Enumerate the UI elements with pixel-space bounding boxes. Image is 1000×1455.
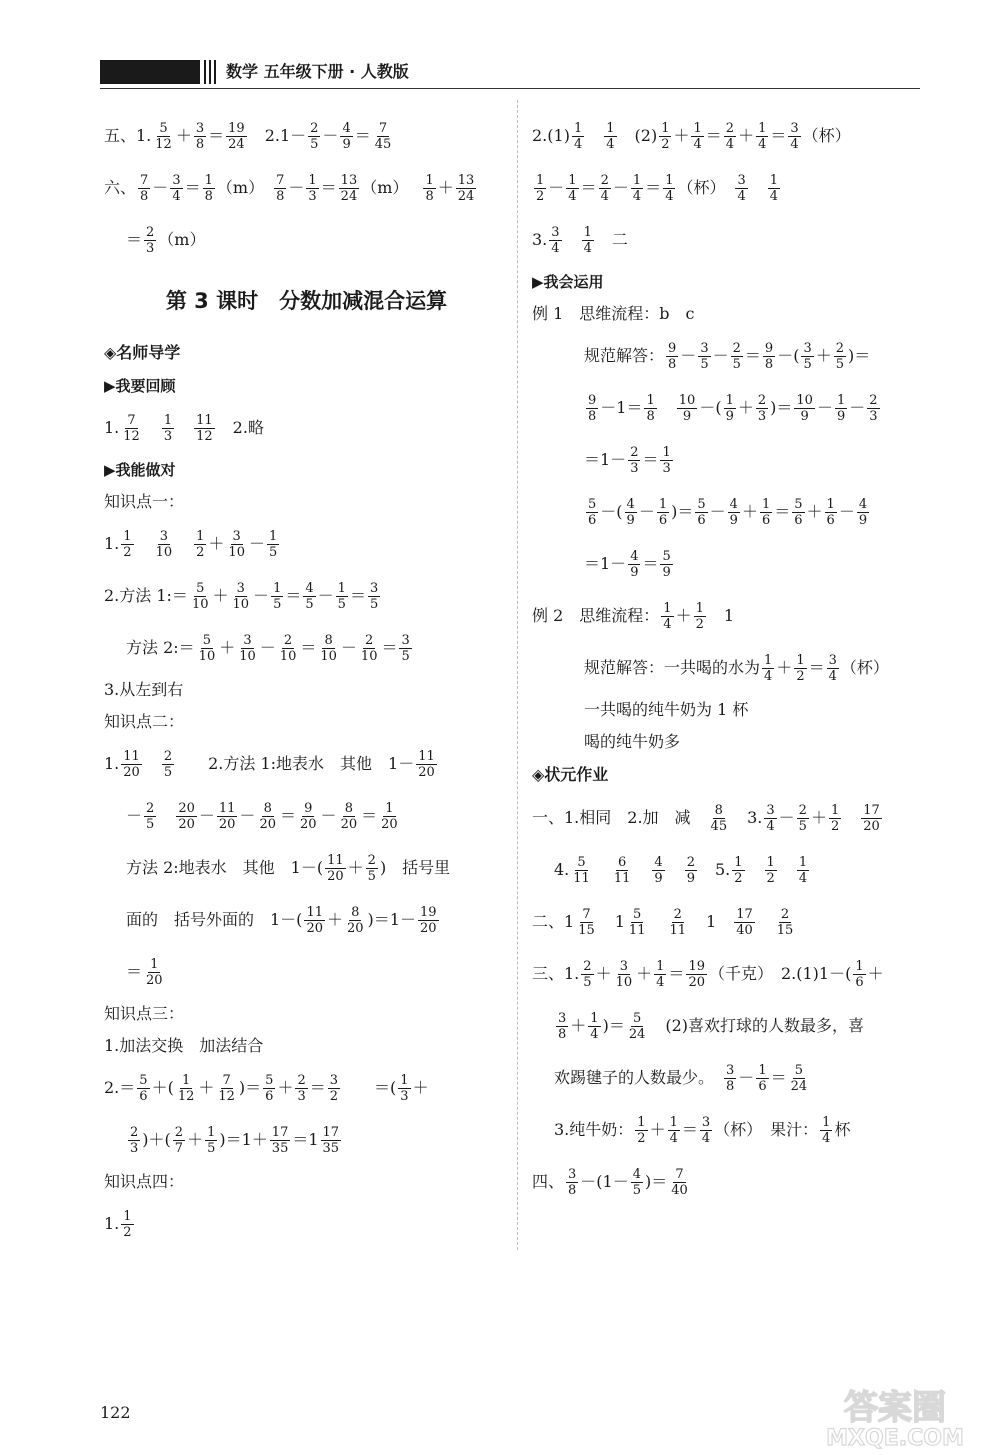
fraction: $\frac{1}{4}$ — [568, 173, 577, 204]
fraction: $\frac{3}{4}$ — [737, 173, 746, 204]
fraction: $\frac{11}{12}$ — [196, 413, 213, 444]
left-line-23: 知识点四： — [104, 1172, 185, 1191]
fraction: $\frac{1}{3}$ — [400, 1073, 409, 1104]
left-line-18: ＝ $\frac{1}{20}$ — [126, 957, 163, 988]
fraction: $\frac{1}{4}$ — [583, 225, 592, 256]
left-line-1: 六、 $\frac{7}{8}$ － $\frac{3}{4}$ ＝ $\frac{1}{8}$ （m） $\frac{7}{8}$ － $\frac{1}{3}$ ＝ $\frac{13}{24}$ （m） $\frac{1}{8}$ ＋ $\frac{13}{24}$ — [104, 173, 475, 204]
right-line-11: 规范解答：一共喝的水为 $\frac{1}{4}$ ＋ $\frac{1}{2}$ ＝ $\frac{3}{4}$ （杯） — [584, 653, 889, 684]
fraction: $\frac{17}{35}$ — [322, 1125, 340, 1156]
fraction: $\frac{5}{6}$ — [588, 497, 597, 528]
fraction: $\frac{1}{9}$ — [725, 393, 734, 424]
watermark-logo — [800, 1385, 990, 1450]
fraction: $\frac{1}{20}$ — [146, 957, 163, 988]
fraction: $\frac{4}{9}$ — [858, 497, 868, 528]
fraction: $\frac{1}{4}$ — [822, 1115, 831, 1146]
fraction: $\frac{3}{10}$ — [615, 959, 633, 990]
right-line-8: $\frac{5}{6}$ －( $\frac{4}{9}$ － $\frac{1}{6}$ )＝ $\frac{5}{6}$ － $\frac{4}{9}$ ＋ $\frac{1}{6}$ ＝ $\frac{5}{6}$ ＋ $\frac{1}{6}$ － $\frac{4}{9}$ — [588, 497, 868, 528]
left-line-14: 1. $\frac{11}{20}$ $\frac{2}{5}$ 2.方法 1:地表水 其他 1－ $\frac{11}{20}$ — [104, 749, 435, 780]
fraction: $\frac{1}{20}$ — [381, 801, 398, 832]
left-line-17: 面的 括号外面的 1－( $\frac{11}{20}$ ＋ $\frac{8}{20}$ )＝1－ $\frac{19}{20}$ — [126, 905, 437, 936]
fraction: $\frac{3}{5}$ — [803, 341, 812, 372]
fraction: $\frac{2}{5}$ — [367, 853, 376, 884]
left-line-4: ◈名师导学 — [104, 343, 181, 362]
fraction: $\frac{3}{10}$ — [232, 581, 250, 612]
fraction: $\frac{1}{6}$ — [658, 497, 668, 528]
fraction: $\frac{5}{6}$ — [794, 497, 803, 528]
fraction: $\frac{1}{6}$ — [826, 497, 835, 528]
fraction: $\frac{2}{5}$ — [146, 801, 155, 832]
fraction: $\frac{1}{2}$ — [661, 121, 670, 152]
fraction: $\frac{8}{20}$ — [340, 801, 358, 832]
fraction: $\frac{3}{10}$ — [155, 529, 173, 560]
watermark-line2: MXQE.COM — [826, 1426, 964, 1450]
right-line-9: ＝1－ $\frac{4}{9}$ ＝ $\frac{5}{9}$ — [584, 549, 671, 580]
fraction: $\frac{4}{9}$ — [630, 549, 639, 580]
fraction: $\frac{5}{11}$ — [628, 907, 646, 938]
fraction: $\frac{3}{8}$ — [195, 121, 205, 152]
fraction: $\frac{8}{20}$ — [259, 801, 276, 832]
fraction: $\frac{2}{4}$ — [600, 173, 609, 204]
right-line-22: 四、 $\frac{3}{8}$ －(1－ $\frac{4}{5}$ )＝ $\frac{7}{40}$ — [532, 1167, 688, 1198]
fraction: $\frac{1}{9}$ — [836, 393, 846, 424]
fraction: $\frac{5}{6}$ — [265, 1073, 274, 1104]
fraction: $\frac{19}{24}$ — [228, 121, 245, 152]
fraction: $\frac{1}{4}$ — [758, 121, 767, 152]
fraction: $\frac{7}{40}$ — [671, 1167, 688, 1198]
left-line-9: 1. $\frac{1}{2}$ $\frac{3}{10}$ $\frac{1}{2}$ ＋ $\frac{3}{10}$ － $\frac{1}{5}$ — [104, 529, 278, 560]
fraction: $\frac{3}{5}$ — [700, 341, 709, 372]
left-line-2: ＝ $\frac{2}{3}$ （m） — [126, 225, 206, 256]
fraction: $\frac{5}{11}$ — [573, 855, 590, 886]
fraction: $\frac{2}{3}$ — [146, 225, 155, 256]
fraction: $\frac{17}{20}$ — [863, 803, 880, 834]
left-line-13: 知识点二： — [104, 712, 185, 731]
fraction: $\frac{1}{4}$ — [798, 855, 808, 886]
fraction: $\frac{1}{5}$ — [268, 529, 278, 560]
fraction: $\frac{2}{5}$ — [732, 341, 741, 372]
right-line-17: 二、1 $\frac{7}{15}$ 1 $\frac{5}{11}$ $\frac{2}{11}$ 1 $\frac{17}{40}$ $\frac{2}{15}$ — [532, 907, 794, 938]
fraction: $\frac{1}{3}$ — [662, 445, 671, 476]
fraction: $\frac{1}{12}$ — [177, 1073, 195, 1104]
left-line-20: 1.加法交换 加法结合 — [104, 1036, 264, 1055]
fraction: $\frac{4}{9}$ — [342, 121, 351, 152]
fraction: $\frac{3}{8}$ — [568, 1167, 577, 1198]
fraction: $\frac{1}{4}$ — [669, 1115, 678, 1146]
fraction: $\frac{2}{3}$ — [297, 1073, 306, 1104]
right-line-3: ▶我会运用 — [532, 273, 604, 291]
fraction: $\frac{2}{5}$ — [310, 121, 319, 152]
watermark-line1: 答案圈 — [844, 1388, 946, 1428]
fraction: $\frac{3}{4}$ — [828, 653, 837, 684]
left-line-15: － $\frac{2}{5}$ $\frac{20}{20}$ － $\frac{11}{20}$ － $\frac{8}{20}$ ＝ $\frac{9}{20}$ － $\frac{8}{20}$ ＝ $\frac{1}{20}$ — [126, 801, 398, 832]
fraction: $\frac{7}{45}$ — [374, 121, 392, 152]
fraction: $\frac{7}{8}$ — [140, 173, 149, 204]
fraction: $\frac{4}{5}$ — [305, 581, 314, 612]
left-line-5: ▶我要回顾 — [104, 377, 176, 395]
right-line-18: 三、1. $\frac{2}{5}$ ＋ $\frac{3}{10}$ ＋ $\frac{1}{4}$ ＝ $\frac{19}{20}$ （千克） 2.(1)1－( $\frac{1}{6}$ ＋ — [532, 959, 884, 990]
fraction: $\frac{1}{2}$ — [536, 173, 545, 204]
fraction: $\frac{1}{6}$ — [758, 1063, 767, 1094]
right-line-12: 一共喝的纯牛奶为 1 杯 — [584, 700, 749, 719]
fraction: $\frac{3}{4}$ — [790, 121, 799, 152]
fraction: $\frac{1}{2}$ — [123, 1209, 132, 1240]
right-line-20: 欢踢毽子的人数最少。 $\frac{3}{8}$ － $\frac{1}{6}$ ＝ $\frac{5}{24}$ — [554, 1063, 808, 1094]
fraction: $\frac{2}{5}$ — [163, 749, 173, 780]
fraction: $\frac{2}{3}$ — [869, 393, 878, 424]
fraction: $\frac{5}{12}$ — [155, 121, 172, 152]
fraction: $\frac{4}{9}$ — [729, 497, 738, 528]
fraction: $\frac{2}{4}$ — [725, 121, 735, 152]
fraction: $\frac{5}{24}$ — [790, 1063, 808, 1094]
left-line-21: 2.＝ $\frac{5}{6}$ ＋( $\frac{1}{12}$ ＋ $\frac{7}{12}$ )＝ $\frac{5}{6}$ ＋ $\frac{2}{3}$ ＝ $\frac{3}{2}$ ＝( $\frac{1}{3}$ ＋ — [104, 1073, 429, 1104]
fraction: $\frac{1}{2}$ — [796, 653, 805, 684]
fraction: $\frac{1}{4}$ — [573, 121, 583, 152]
left-column — [104, 110, 509, 1250]
fraction: $\frac{1}{4}$ — [632, 173, 642, 204]
right-line-2: 3. $\frac{3}{4}$ $\frac{1}{4}$ 二 — [532, 225, 628, 256]
header-title: 数学 五年级下册 · 人教版 — [226, 62, 409, 81]
fraction: $\frac{7}{12}$ — [218, 1073, 235, 1104]
fraction: $\frac{1}{5}$ — [207, 1125, 216, 1156]
right-line-0: 2.(1) $\frac{1}{4}$ $\frac{1}{4}$ (2) $\frac{1}{2}$ ＋ $\frac{1}{4}$ ＝ $\frac{2}{4}$ ＋ $\frac{1}{4}$ ＝ $\frac{3}{4}$ （杯） — [532, 121, 851, 152]
fraction: $\frac{1}{8}$ — [425, 173, 434, 204]
right-line-14: ◈状元作业 — [532, 765, 609, 784]
right-line-1: $\frac{1}{2}$ － $\frac{1}{4}$ ＝ $\frac{2}{4}$ － $\frac{1}{4}$ ＝ $\frac{1}{4}$ （杯） $\frac{3}{4}$ $\frac{1}{4}$ — [536, 173, 779, 204]
fraction: $\frac{1}{2}$ — [734, 855, 743, 886]
right-line-7: ＝1－ $\frac{2}{3}$ ＝ $\frac{1}{3}$ — [584, 445, 671, 476]
fraction: $\frac{3}{5}$ — [401, 633, 410, 664]
right-line-21: 3.纯牛奶： $\frac{1}{2}$ ＋ $\frac{1}{4}$ ＝ $\frac{3}{4}$ （杯） 果汁： $\frac{1}{4}$ 杯 — [554, 1115, 851, 1146]
fraction: $\frac{8}{10}$ — [320, 633, 337, 664]
fraction: $\frac{1}{4}$ — [764, 653, 773, 684]
fraction: $\frac{19}{20}$ — [419, 905, 437, 936]
left-line-6: 1. $\frac{7}{12}$ $\frac{1}{3}$ $\frac{11}{12}$ 2.略 — [104, 413, 264, 444]
fraction: $\frac{2}{9}$ — [686, 855, 695, 886]
fraction: $\frac{9}{8}$ — [764, 341, 774, 372]
left-line-12: 3.从左到右 — [104, 680, 184, 699]
fraction: $\frac{11}{20}$ — [218, 801, 236, 832]
fraction: $\frac{3}{2}$ — [329, 1073, 339, 1104]
fraction: $\frac{8}{45}$ — [710, 803, 728, 834]
fraction: $\frac{2}{3}$ — [630, 445, 639, 476]
fraction: $\frac{17}{40}$ — [736, 907, 753, 938]
fraction: $\frac{2}{5}$ — [583, 959, 592, 990]
right-line-15: 一、1.相同 2.加 减 $\frac{8}{45}$ 3. $\frac{3}{4}$ － $\frac{2}{5}$ ＋ $\frac{1}{2}$ $\frac{17}{20}$ — [532, 803, 880, 834]
fraction: $\frac{17}{35}$ — [271, 1125, 289, 1156]
fraction: $\frac{2}{5}$ — [835, 341, 845, 372]
left-line-8: 知识点一： — [104, 492, 185, 511]
fraction: $\frac{1}{4}$ — [665, 173, 674, 204]
left-line-24: 1. $\frac{1}{2}$ — [104, 1209, 132, 1240]
fraction: $\frac{1}{2}$ — [766, 855, 775, 886]
fraction: $\frac{1}{2}$ — [123, 529, 132, 560]
fraction: $\frac{1}{3}$ — [163, 413, 173, 444]
fraction: $\frac{5}{24}$ — [628, 1011, 646, 1042]
left-line-7: ▶我能做对 — [104, 461, 176, 479]
fraction: $\frac{1}{6}$ — [855, 959, 864, 990]
fraction: $\frac{1}{4}$ — [769, 173, 779, 204]
fraction: $\frac{10}{9}$ — [796, 393, 813, 424]
fraction: $\frac{13}{24}$ — [457, 173, 475, 204]
fraction: $\frac{4}{9}$ — [626, 497, 635, 528]
fraction: $\frac{7}{15}$ — [578, 907, 595, 938]
fraction: $\frac{1}{2}$ — [637, 1115, 646, 1146]
fraction: $\frac{2}{7}$ — [174, 1125, 184, 1156]
fraction: $\frac{3}{5}$ — [369, 581, 379, 612]
fraction: $\frac{6}{11}$ — [613, 855, 631, 886]
fraction: $\frac{3}{4}$ — [701, 1115, 711, 1146]
column-divider — [517, 100, 518, 1250]
fraction: $\frac{19}{20}$ — [688, 959, 705, 990]
fraction: $\frac{2}{15}$ — [776, 907, 794, 938]
fraction: $\frac{8}{20}$ — [347, 905, 364, 936]
fraction: $\frac{5}{6}$ — [697, 497, 706, 528]
fraction: $\frac{1}{3}$ — [308, 173, 317, 204]
fraction: $\frac{2}{3}$ — [130, 1125, 139, 1156]
fraction: $\frac{3}{10}$ — [228, 529, 245, 560]
fraction: $\frac{1}{4}$ — [606, 121, 615, 152]
fraction: $\frac{2}{10}$ — [279, 633, 297, 664]
fraction: $\frac{1}{5}$ — [337, 581, 346, 612]
header-stripes — [204, 60, 218, 84]
fraction: $\frac{9}{20}$ — [300, 801, 317, 832]
fraction: $\frac{1}{2}$ — [830, 803, 840, 834]
left-line-3: 第 3 课时 分数加减混合运算 — [165, 289, 448, 313]
fraction: $\frac{1}{4}$ — [590, 1011, 599, 1042]
fraction: $\frac{9}{8}$ — [668, 341, 677, 372]
fraction: $\frac{5}{9}$ — [662, 549, 671, 580]
fraction: $\frac{5}{10}$ — [198, 633, 216, 664]
fraction: $\frac{1}{4}$ — [663, 601, 672, 632]
fraction: $\frac{3}{4}$ — [766, 803, 775, 834]
fraction: $\frac{2}{10}$ — [360, 633, 378, 664]
fraction: $\frac{1}{2}$ — [695, 601, 704, 632]
header-rule — [100, 88, 920, 89]
fraction: $\frac{2}{5}$ — [798, 803, 807, 834]
left-line-10: 2.方法 1:＝ $\frac{5}{10}$ ＋ $\frac{3}{10}$ － $\frac{1}{5}$ ＝ $\frac{4}{5}$ － $\frac{1}{5}$ ＝ $\frac{3}{5}$ — [104, 581, 379, 612]
fraction: $\frac{11}{20}$ — [418, 749, 435, 780]
left-line-16: 方法 2:地表水 其他 1－( $\frac{11}{20}$ ＋ $\frac{2}{5}$ ) 括号里 — [126, 853, 451, 884]
right-line-16: 4. $\frac{5}{11}$ $\frac{6}{11}$ $\frac{4}{9}$ $\frac{2}{9}$ 5. $\frac{1}{2}$ $\frac{1}{2}$ $\frac{1}{4}$ — [554, 855, 808, 886]
fraction: $\frac{1}{8}$ — [646, 393, 655, 424]
header-black-bar — [100, 60, 200, 84]
left-line-0: 五、1. $\frac{5}{12}$ ＋ $\frac{3}{8}$ ＝ $\frac{19}{24}$ 2.1－ $\frac{2}{5}$ － $\frac{4}{9}$ ＝ $\frac{7}{45}$ — [104, 121, 392, 152]
fraction: $\frac{1}{4}$ — [693, 121, 702, 152]
left-line-22: $\frac{2}{3}$ )＋( $\frac{2}{7}$ ＋ $\frac{1}{5}$ )＝1＋ $\frac{17}{35}$ ＝1 $\frac{17}{35}$ — [130, 1125, 340, 1156]
fraction: $\frac{9}{8}$ — [588, 393, 597, 424]
fraction: $\frac{7}{12}$ — [123, 413, 140, 444]
fraction: $\frac{20}{20}$ — [178, 801, 195, 832]
fraction: $\frac{2}{11}$ — [669, 907, 687, 938]
right-column — [532, 110, 932, 1208]
fraction: $\frac{3}{8}$ — [558, 1011, 567, 1042]
fraction: $\frac{5}{10}$ — [191, 581, 209, 612]
fraction: $\frac{2}{3}$ — [757, 393, 767, 424]
fraction: $\frac{3}{8}$ — [726, 1063, 735, 1094]
right-line-5: 规范解答： $\frac{9}{8}$ － $\frac{3}{5}$ － $\frac{2}{5}$ ＝ $\frac{9}{8}$ －( $\frac{3}{5}$ ＋ $\frac{2}{5}$ )＝ — [584, 341, 871, 372]
fraction: $\frac{3}{10}$ — [239, 633, 256, 664]
fraction: $\frac{1}{6}$ — [761, 497, 771, 528]
right-line-19: $\frac{3}{8}$ ＋ $\frac{1}{4}$ )＝ $\frac{5}{24}$ (2)喜欢打球的人数最多，喜 — [558, 1011, 865, 1042]
fraction: $\frac{5}{6}$ — [139, 1073, 148, 1104]
fraction: $\frac{7}{8}$ — [276, 173, 285, 204]
fraction: $\frac{4}{9}$ — [654, 855, 663, 886]
right-line-6: $\frac{9}{8}$ －1＝ $\frac{1}{8}$ $\frac{10}{9}$ －( $\frac{1}{9}$ ＋ $\frac{2}{3}$ )＝ $\frac{10}{9}$ － $\frac{1}{9}$ － $\frac{2}{3}$ — [588, 393, 878, 424]
right-line-13: 喝的纯牛奶多 — [584, 732, 681, 751]
page-number: 122 — [100, 1403, 131, 1422]
fraction: $\frac{3}{4}$ — [551, 225, 560, 256]
fraction: $\frac{11}{20}$ — [306, 905, 323, 936]
fraction: $\frac{11}{20}$ — [327, 853, 344, 884]
fraction: $\frac{1}{2}$ — [196, 529, 205, 560]
fraction: $\frac{10}{9}$ — [678, 393, 696, 424]
right-line-4: 例 1 思维流程：b c — [532, 304, 695, 323]
fraction: $\frac{1}{4}$ — [656, 959, 665, 990]
fraction: $\frac{4}{5}$ — [632, 1167, 642, 1198]
fraction: $\frac{3}{4}$ — [172, 173, 181, 204]
fraction: $\frac{13}{24}$ — [340, 173, 358, 204]
fraction: $\frac{1}{5}$ — [273, 581, 282, 612]
left-line-19: 知识点三： — [104, 1004, 185, 1023]
right-line-10: 例 2 思维流程： $\frac{1}{4}$ ＋ $\frac{1}{2}$ 1 — [532, 601, 735, 632]
fraction: $\frac{1}{8}$ — [204, 173, 213, 204]
left-line-11: 方法 2:＝ $\frac{5}{10}$ ＋ $\frac{3}{10}$ － $\frac{2}{10}$ ＝ $\frac{8}{10}$ － $\frac{2}{10}$ ＝ $\frac{3}{5}$ — [126, 633, 410, 664]
fraction: $\frac{11}{20}$ — [123, 749, 140, 780]
